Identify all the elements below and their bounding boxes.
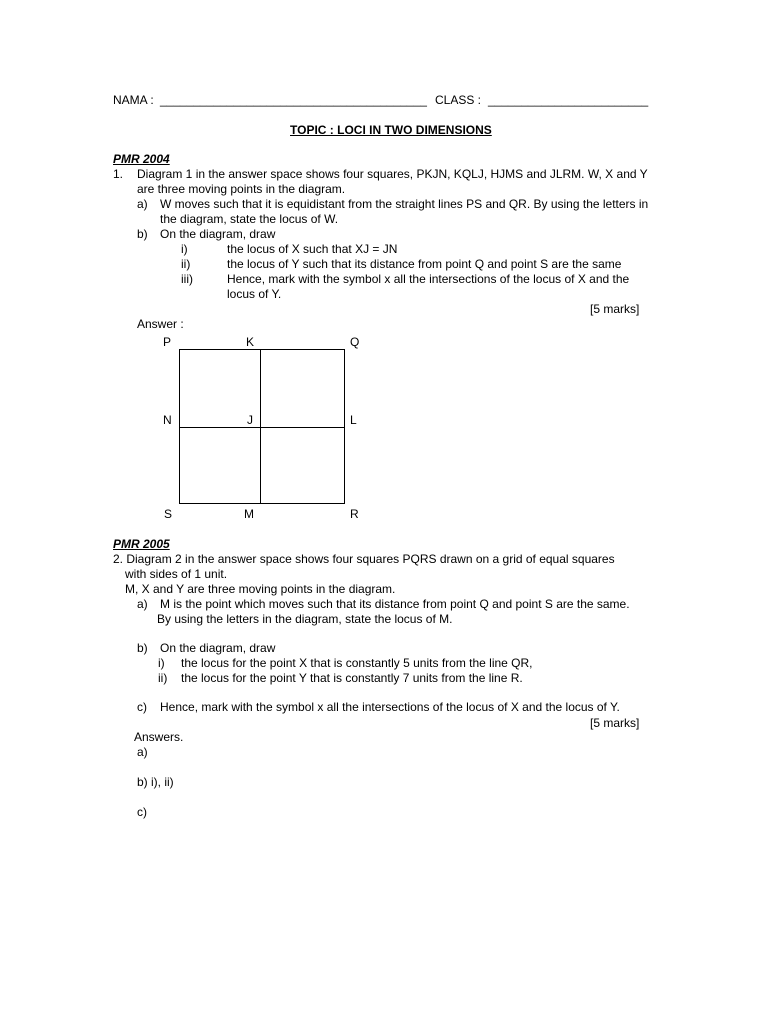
point-label-r: R <box>350 507 359 521</box>
point-label-m: M <box>244 507 254 521</box>
q1-b-iii-label: iii) <box>181 272 193 286</box>
q2-b-i-label: i) <box>158 656 165 670</box>
q2-a-label: a) <box>137 597 148 611</box>
name-blank: ________________________________________ <box>160 93 427 107</box>
q2-b-text: On the diagram, draw <box>160 641 276 655</box>
q1-b-text: On the diagram, draw <box>160 227 276 241</box>
q2-intro-line2: with sides of 1 unit. <box>125 567 228 581</box>
q1-answer-label: Answer : <box>137 317 184 331</box>
class-blank: ________________________ <box>488 93 649 107</box>
q1-b-ii-label: ii) <box>181 257 191 271</box>
q1-a-text-line2: the diagram, state the locus of W. <box>160 212 339 226</box>
q1-number: 1. <box>113 167 124 181</box>
q2-c-text: Hence, mark with the symbol x all the intersections of the locus of X and the locus of Y. <box>160 700 620 714</box>
q1-a-text-line1: W moves such that it is equidistant from the straight lines PS and QR. By using the letters in <box>160 197 649 211</box>
q2-b-ii-text: the locus for the point Y that is constantly 7 units from the line R. <box>181 671 523 685</box>
point-label-j: J <box>247 413 253 427</box>
q2-b-label: b) <box>137 641 148 655</box>
q1-source: PMR 2004 <box>113 152 170 166</box>
q2-source: PMR 2005 <box>113 537 170 551</box>
q1-b-iii-text-line2: locus of Y. <box>227 287 282 301</box>
q2-answer-a: a) <box>137 745 148 759</box>
q2-intro-line3: M, X and Y are three moving points in the diagram. <box>125 582 396 596</box>
page-title: TOPIC : LOCI IN TWO DIMENSIONS <box>290 123 492 137</box>
q1-intro-line2: are three moving points in the diagram. <box>137 182 346 196</box>
q1-b-i-text: the locus of X such that XJ = JN <box>227 242 398 256</box>
q1-a-label: a) <box>137 197 148 211</box>
q2-answers-label: Answers. <box>134 730 184 744</box>
q1-marks: [5 marks] <box>590 302 640 316</box>
q2-answer-c: c) <box>137 805 147 819</box>
point-label-p: P <box>163 335 172 349</box>
point-label-s: S <box>164 507 173 521</box>
point-label-l: L <box>350 413 357 427</box>
diagram-horizontal-line-nl <box>179 427 345 428</box>
q1-intro-line1: Diagram 1 in the answer space shows four squares, PKJN, KQLJ, HJMS and JLRM. W, X and Y <box>137 167 648 181</box>
point-label-q: Q <box>350 335 360 349</box>
class-label: CLASS : <box>435 93 482 107</box>
q2-c-label: c) <box>137 700 147 714</box>
q2-a-text-line2: By using the letters in the diagram, state the locus of M. <box>157 612 453 626</box>
q2-b-i-text: the locus for the point X that is constantly 5 units from the line QR, <box>181 656 533 670</box>
point-label-k: K <box>246 335 255 349</box>
q2-a-text-line1: M is the point which moves such that its distance from point Q and point S are the same. <box>160 597 630 611</box>
q2-answer-b: b) i), ii) <box>137 775 174 789</box>
q1-b-ii-text: the locus of Y such that its distance from point Q and point S are the same <box>227 257 622 271</box>
q1-b-i-label: i) <box>181 242 188 256</box>
q1-b-iii-text-line1: Hence, mark with the symbol x all the intersections of the locus of X and the <box>227 272 630 286</box>
name-label: NAMA : <box>113 93 154 107</box>
q2-b-ii-label: ii) <box>158 671 168 685</box>
q2-marks: [5 marks] <box>590 716 640 730</box>
q2-intro-line1: 2. Diagram 2 in the answer space shows four squares PQRS drawn on a grid of equal squares <box>113 552 615 566</box>
point-label-n: N <box>163 413 172 427</box>
q1-b-label: b) <box>137 227 148 241</box>
